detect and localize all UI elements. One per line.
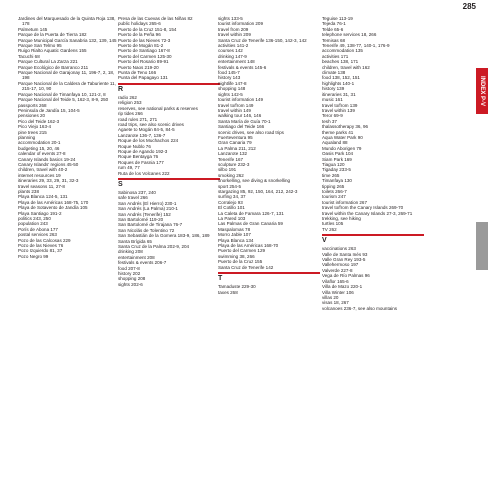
index-entry: tipping 265 [322, 183, 345, 189]
index-entry: radio 262 [118, 94, 137, 100]
section-tab-label: INDEX P-V [479, 75, 485, 107]
index-entry: sights 142-5 [218, 91, 243, 97]
index-entry: sport 254-5 [218, 183, 242, 189]
index-entry: theme parks 41 [322, 129, 354, 135]
index-entry: travel within the Canary Islands 27-3, 269-71 [322, 210, 413, 216]
index-entry: travel within 139 [322, 107, 355, 113]
index-entry: Palmetum 145 [18, 26, 48, 32]
index-entry: San Andrés (El Hierro) 230-1 [118, 200, 177, 206]
index-entry: festivals & events 145-6 [218, 64, 267, 70]
index-entry: Playa Blanca 124-5, 131 [18, 194, 68, 200]
index-entry: Tamaduste 229-30 [218, 284, 256, 290]
index-entry: walking tour 146, 146 [218, 113, 262, 119]
index-entry: villas 20 [322, 294, 339, 300]
index-entry: Roque de Agando 192-3 [118, 148, 168, 154]
index-entry: Valle Gran Rey 193-5 [322, 257, 366, 263]
index-entry: scenic drives, see also road trips [218, 129, 284, 135]
index-entry: Sabinosa 237, 240 [118, 189, 156, 195]
index-entry: activities 171 [322, 53, 349, 59]
index-entry: travel from 209 [218, 26, 249, 32]
index-entry: Jardines del Marquesado de la Quinta Roja 138, 178 [18, 16, 116, 27]
index-entry: La Caleta de Famara 126-7, 131 [218, 210, 284, 216]
index-entry: visas 18, 267 [322, 300, 349, 306]
index-entry: Timanfaya 130 [322, 178, 352, 184]
index-entry: Puerto de la Peña 96 [118, 32, 161, 38]
index-entry: rum 49, 77 [118, 165, 140, 171]
index-entry: Santa Cruz de Tenerife 136-150, 142-3, 142 [218, 37, 307, 43]
index-entry: Corralejo 93 [218, 199, 243, 205]
index-entry: travel within 149 [218, 107, 251, 113]
index-entry: Pozo Negro 99 [18, 253, 49, 259]
index-entry: trekking, see hiking [322, 216, 361, 222]
index-entry: entertainment 208 [118, 254, 155, 260]
index-entry: travel to/from the Canary Islands 269-70 [322, 205, 404, 211]
index-entry: Tenerife 167 [218, 156, 244, 162]
index-entry: climate 138 [322, 70, 346, 76]
index-entry: passports 268 [18, 102, 47, 108]
index-entry: internet resources 19 [18, 172, 61, 178]
index-entry: Roque Bentayga 76 [118, 154, 159, 160]
index-entry: Fuerteventura 95 [218, 134, 253, 140]
index-entry: San Sebastián de la Gomera 183-9, 186, 189 [118, 233, 210, 239]
index-entry: population 243 [18, 221, 48, 227]
index-entry: shopping 208 [118, 276, 146, 282]
index-entry: Ruigo Rialto Aquatic Gardens 155 [18, 48, 87, 54]
index-entry: sights 133-5 [218, 16, 243, 21]
index-entry: turtles 105 [322, 221, 344, 227]
index-entry: children, travel with 40-2 [18, 167, 68, 173]
index-entry: Puerto de las Nieves 72-3 [118, 37, 171, 43]
index-entry: travel within 209 [218, 32, 251, 38]
index-entry: public holidays 265-6 [118, 21, 161, 27]
index-entry: plants 238 [18, 189, 39, 194]
index-entry: Tacuchi 68 [18, 53, 40, 59]
index-entry: postal services 263 [18, 232, 57, 238]
index-entry: El Cotillo 101 [218, 205, 245, 211]
index-entry: pensiones 20 [18, 113, 46, 119]
index-entry: Parque de la Puerta de Tierra 182 [18, 32, 87, 38]
index-entry: Porís de Abona 177 [18, 226, 58, 232]
index-entry: food 207-8 [118, 265, 140, 271]
index-entry: Lanzarote 132 [218, 151, 248, 157]
index-entry: Aqua Water Park 90 [322, 134, 363, 140]
index-entry: Parque Cultural La Zarza 221 [18, 59, 78, 65]
index-entry: history 202 [118, 271, 141, 277]
index-entry: Mundo Aborigen 79 [322, 145, 362, 151]
index-entry: Temisas 68 [322, 37, 345, 43]
index-entry: Valle de Santa Inés 93 [322, 251, 368, 257]
index-entry: Tigaday 233-5 [322, 167, 351, 173]
index-entry: Vega de Río Palmas 96 [322, 273, 370, 279]
index-entry: toilets 266-7 [322, 189, 347, 194]
index-entry: stargazing 85, 92, 150, 164, 212, 242-3 [218, 189, 298, 194]
index-entry: Parque Nacional de Garajonay 11, 196-7, 2, 18, 198 [18, 70, 115, 81]
index-entry: Playa Blanca 134 [218, 237, 254, 243]
index-entry: La Pared 103 [218, 216, 246, 222]
index-entry: Villa Winter 106 [322, 289, 354, 295]
index-entry: Pozo de las Calcosas 229 [18, 237, 71, 243]
index-entry: Puerto del Carmen 129 [218, 248, 266, 254]
index-entry: TV 262 [322, 226, 337, 232]
index-entry: taxes 268 [218, 289, 238, 295]
index-entry: Tenerife 49, 138-77, 140-1, 176-9 [322, 43, 390, 49]
index-entry: Playa de Sotavento de Jandía 105 [18, 205, 88, 211]
index-entry: Pozo Izquierdo 81, 37 [18, 248, 63, 254]
index-entry: Puerto del Rosario 89-91 [118, 59, 169, 65]
index-entry: accommodation 20-1 [18, 140, 61, 146]
index-column-1 [18, 16, 120, 259]
index-entry: tourist information 149 [218, 97, 263, 103]
index-entry: Punta del Papagayo 131 [118, 75, 168, 81]
index-entry: San Andrés (La Palma) 210-1 [118, 206, 178, 212]
index-entry: Ruta de los Volcanes 222 [118, 170, 170, 176]
index-entry: Morro Jable 107 [218, 232, 251, 238]
letter-heading: T [218, 272, 320, 283]
index-entry: Roque Nublo 76 [118, 143, 151, 149]
index-entry: travel to/from 149 [218, 102, 254, 108]
index-entry: Vilaflor 165-6 [322, 278, 349, 284]
index-entry: travel seasons 11, 27-8 [18, 183, 65, 189]
index-entry: Teror 69-9 [322, 113, 343, 119]
index-entry: Maspalomas 78 [218, 226, 251, 232]
index-entry: Parque Municipal García Sanabria 132, 139, 145 [18, 37, 117, 43]
index-entry: Tejeda 76-1 [322, 21, 346, 27]
index-entry: swimming 38, 266 [218, 253, 255, 259]
index-entry: Santa Brígida 65 [118, 238, 152, 244]
index-entry: itineraries 31, 31 [322, 91, 356, 97]
index-entry: tourism 247 [322, 194, 346, 200]
index-column-3 [218, 16, 320, 295]
index-entry: Parque San Telmo 95 [18, 43, 62, 49]
index-entry: Santa Cruz de la Palma 202-9, 204 [118, 244, 190, 250]
index-entry: Playa de las Américas 168-75, 170 [18, 199, 89, 205]
index-entry: music 161 [322, 97, 343, 103]
index-entry: smoking 262 [218, 172, 244, 178]
index-entry: itineraries 29, 33, 29, 31, 32-3 [18, 178, 79, 184]
index-entry: Santa Cruz de Tenerife 142 [218, 264, 274, 270]
index-entry: San Bartolomé 119-20 [118, 217, 164, 222]
index-entry: vaccinations 263 [322, 246, 356, 252]
index-entry: religion 253 [118, 100, 142, 106]
index-entry: Agaete to Mogán 84-5, 84-5 [118, 127, 175, 133]
index-entry: Las Palmas de Gran Canaria 59 [218, 221, 283, 227]
index-entry: Parque Nacional de Timanfaya 10, 121-2, 8 [18, 91, 106, 97]
index-entry: San Bartolomé de Tirajana 76-7 [118, 222, 183, 228]
index-entry: San Andrés (Tenerife) 152 [118, 211, 171, 217]
index-entry: budgeting 15, 20, 46 [18, 145, 60, 151]
index-entry: Puerto de la Cruz 151-8, 154 [118, 26, 177, 32]
index-entry: Roque de los Muchachos 224 [118, 138, 179, 144]
index-entry: politics 243, 250 [18, 216, 51, 222]
letter-heading: V [322, 234, 424, 245]
index-entry: rip tides 266 [118, 111, 143, 117]
index-entry: Parque Ecológico de Barranco 211 [18, 64, 89, 70]
index-entry: Vallehermoso 197 [322, 262, 359, 268]
thumb-marker [476, 222, 488, 270]
index-entry: planning [18, 134, 36, 140]
letter-heading: R [118, 83, 220, 94]
index-entry: thalassotherapy 36, 96 [322, 124, 369, 130]
index-entry: silbo 191 [218, 167, 237, 173]
index-entry: nightlife 147-8 [218, 80, 247, 86]
index-entry: Telde 65-6 [322, 26, 344, 32]
index-entry: Peninsula de Jandía 15, 104-5 [18, 107, 80, 113]
index-entry: highlights 140-1 [322, 80, 355, 86]
index-entry: shopping 148 [218, 86, 246, 92]
index-entry: Santiago del Teide 166 [218, 124, 265, 130]
index-entry: telephone services 18, 266 [322, 32, 377, 38]
index-entry: Oasis Park 104 [322, 151, 354, 157]
index-entry: Aqualand 88 [322, 140, 348, 146]
index-entry: Pico del Teide 162-3 [18, 118, 60, 124]
index-entry: food 138, 152, 151 [322, 75, 360, 81]
index-entry: Puerto de Mogán 81-2 [118, 43, 164, 49]
index-entry: Punta de Teno 166 [118, 70, 157, 76]
index-entry: Presa de las Cuevas de las Niñas 82 [118, 16, 193, 21]
index-entry: calendar of events 27-8 [18, 151, 66, 157]
index-entry: road rules 271, 271 [118, 116, 158, 122]
index-entry: reserves, see national parks & reserves [118, 105, 198, 111]
page-number: 285 [462, 2, 476, 11]
index-entry: sculpture 232-3 [218, 161, 250, 167]
index-column-4 [322, 16, 424, 311]
index-entry: Tiagua 120 [322, 161, 345, 167]
index-entry: Santa María de Guía 70-1 [218, 118, 271, 124]
index-entry: Siam Park 169 [322, 156, 352, 162]
index-entry: Canary Islands basics 19-24 [18, 156, 76, 162]
index-entry: food 145-7 [218, 70, 240, 76]
index-entry: Lanzarote 136-7, 136-7 [118, 132, 166, 138]
index-entry: Teguise 113-19 [322, 16, 353, 21]
index-entry: Puerto de Santiago 167-8 [118, 48, 170, 54]
index-entry: accommodation 135 [322, 48, 363, 54]
index-column-2 [118, 16, 220, 287]
index-entry: tourist information 267 [322, 199, 367, 205]
index-entry: festivals & events 206-7 [118, 260, 167, 266]
section-tab [476, 68, 488, 114]
index-entry: courses 142 [218, 48, 243, 54]
index-entry: drinking 147-9 [218, 53, 247, 59]
index-entry: Parque Nacional del Teide 5, 162-3, 8-9, 250 [18, 97, 109, 103]
index-entry: history 143 [218, 75, 241, 81]
index-entry: Playa Santiago 191-2 [18, 210, 62, 216]
letter-heading: S [118, 178, 220, 189]
index-entry: tourist information 209 [218, 21, 263, 27]
index-entry: La Palma 211, 212 [218, 145, 256, 151]
index-entry: Canary Islands' regions 45-50 [18, 161, 79, 167]
index-entry: time 265 [322, 172, 340, 178]
index-entry: Parque Nacional de la Caldera de Taburiente 11, 215-17, 10, 90 [18, 80, 116, 92]
index-entry: sights 202-6 [118, 281, 143, 287]
index-entry: children, travel with 162 [322, 64, 370, 70]
index-entry: safe travel 266 [118, 195, 148, 201]
index-entry: tesh 37 [322, 118, 337, 124]
index-entry: San Nicolás de Tolentino 72 [118, 227, 175, 233]
index-entry: surfing 34, 37 [218, 194, 246, 200]
index-entry: pine trees 215 [18, 129, 47, 135]
index-entry: Valverde 227-8 [322, 267, 353, 273]
index-entry: entertainment 148 [218, 59, 255, 65]
index-entry: history 139 [322, 86, 345, 92]
index-entry: Puerto de la Cruz 155 [218, 259, 263, 265]
index-entry: activities 141-2 [218, 43, 249, 49]
index-entry: drinking 208 [118, 249, 143, 255]
index-entry: Puerto Naos 219-20 [118, 64, 159, 70]
index-entry: travel to/from 139 [322, 102, 358, 108]
index-entry: beaches 138, 171 [322, 59, 359, 65]
index-entry: volcanoes 236-7, see also mountains [322, 305, 398, 311]
index-entry: Puerto del Carmen 125-30 [118, 53, 172, 59]
index-entry: Pico Viejo 163-4 [18, 124, 52, 130]
index-entry: road trips, see also scenic drives [118, 121, 184, 127]
index-entry: Villa de Mazo 220-1 [322, 284, 363, 290]
index-entry: Playa de las Américas 168-70 [218, 243, 279, 249]
index-entry: snorkelling, see diving & snorkelling [218, 178, 291, 184]
index-entry: Gran Canaria 79 [218, 140, 252, 146]
index-entry: Roques de Fasnia 177 [118, 159, 164, 165]
index-entry: Pozo de las Nieves 76 [18, 243, 64, 249]
